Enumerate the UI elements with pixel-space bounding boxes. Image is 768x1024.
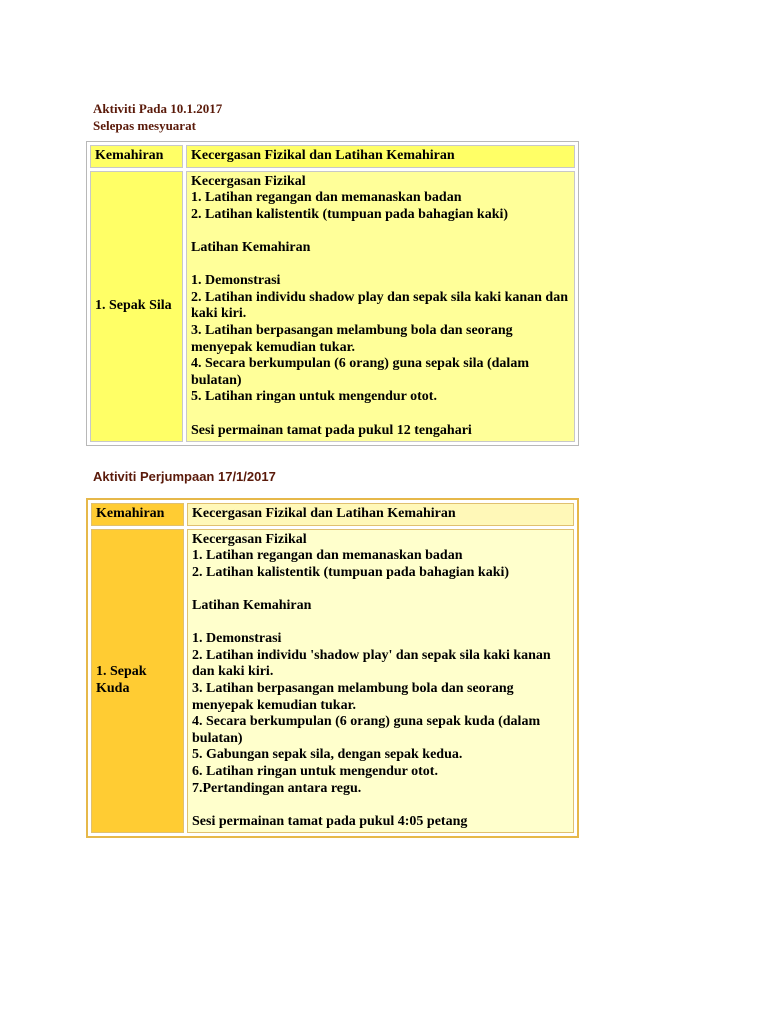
- section2-title: Aktiviti Perjumpaan 17/1/2017: [93, 469, 276, 484]
- text-line: 2. Latihan individu shadow play dan sepak sila kaki kanan dan kaki kiri.: [191, 289, 569, 322]
- text-line: Latihan Kemahiran: [191, 239, 311, 255]
- activity-cell: [186, 171, 575, 443]
- text-line: 5. Gabungan sepak sila, dengan sepak kedua.: [192, 747, 463, 763]
- header-kemahiran: Kemahiran: [90, 145, 183, 168]
- text-line: Latihan Kemahiran: [192, 597, 312, 613]
- table-header-row: [90, 145, 575, 168]
- text-line: 1. Demonstrasi: [191, 273, 281, 289]
- text-line: 4. Secara berkumpulan (6 orang) guna sepak kuda (dalam bulatan): [192, 714, 541, 746]
- activity-table-2: [86, 498, 579, 838]
- text-line: 7.Pertandingan antara regu.: [192, 780, 362, 796]
- text-line: 1. Latihan regangan dan memanaskan badan: [192, 548, 463, 564]
- header-activity: Kecergasan Fizikal dan Latihan Kemahiran: [186, 145, 575, 168]
- text-line: 3. Latihan berpasangan melambung bola dan seorang menyepak kemudian tukar.: [191, 322, 513, 355]
- text-line: 2. Latihan kalistentik (tumpuan pada bahagian kaki): [191, 206, 509, 222]
- text-line: 2. Latihan kalistentik (tumpuan pada bahagian kaki): [192, 564, 510, 580]
- text-line: 4. Secara berkumpulan (6 orang) guna sepak sila (dalam bulatan): [191, 356, 529, 388]
- text-line: Kecergasan Fizikal: [191, 173, 306, 189]
- activity-cell: [187, 529, 574, 834]
- lines-c: [192, 631, 569, 797]
- text-line: 3. Latihan berpasangan melambung bola dan seorang menyepak kemudian tukar.: [192, 680, 514, 713]
- section1-title: Aktiviti Pada 10.1.2017: [93, 101, 223, 116]
- lines-b: [192, 598, 569, 615]
- text-line: 2. Latihan individu 'shadow play' dan sepak sila kaki kanan dan kaki kiri.: [192, 647, 551, 680]
- lines-c: [191, 273, 570, 406]
- text-line: 1. Demonstrasi: [192, 631, 282, 647]
- closing-line: Sesi permainan tamat pada pukul 4:05 petang: [192, 813, 468, 829]
- activity-table-1: [86, 141, 579, 446]
- lines-a: [191, 174, 570, 224]
- table-row: [90, 171, 575, 443]
- text-line: Kecergasan Fizikal: [192, 531, 307, 547]
- table-row: [91, 529, 574, 834]
- closing-line: Sesi permainan tamat pada pukul 12 tengahari: [191, 422, 472, 438]
- lines-a: [192, 532, 569, 582]
- skill-cell: 1. Sepak Sila: [90, 171, 183, 443]
- header-kemahiran: Kemahiran: [91, 503, 184, 526]
- section1-subtitle: Selepas mesyuarat: [93, 118, 196, 133]
- text-line: 6. Latihan ringan untuk mengendur otot.: [192, 763, 438, 779]
- header-activity: Kecergasan Fizikal dan Latihan Kemahiran: [187, 503, 574, 526]
- lines-b: [191, 240, 570, 257]
- skill-cell: 1. Sepak Kuda: [91, 529, 184, 834]
- table-header-row: [91, 503, 574, 526]
- text-line: 5. Latihan ringan untuk mengendur otot.: [191, 389, 437, 405]
- text-line: 1. Latihan regangan dan memanaskan badan: [191, 190, 462, 206]
